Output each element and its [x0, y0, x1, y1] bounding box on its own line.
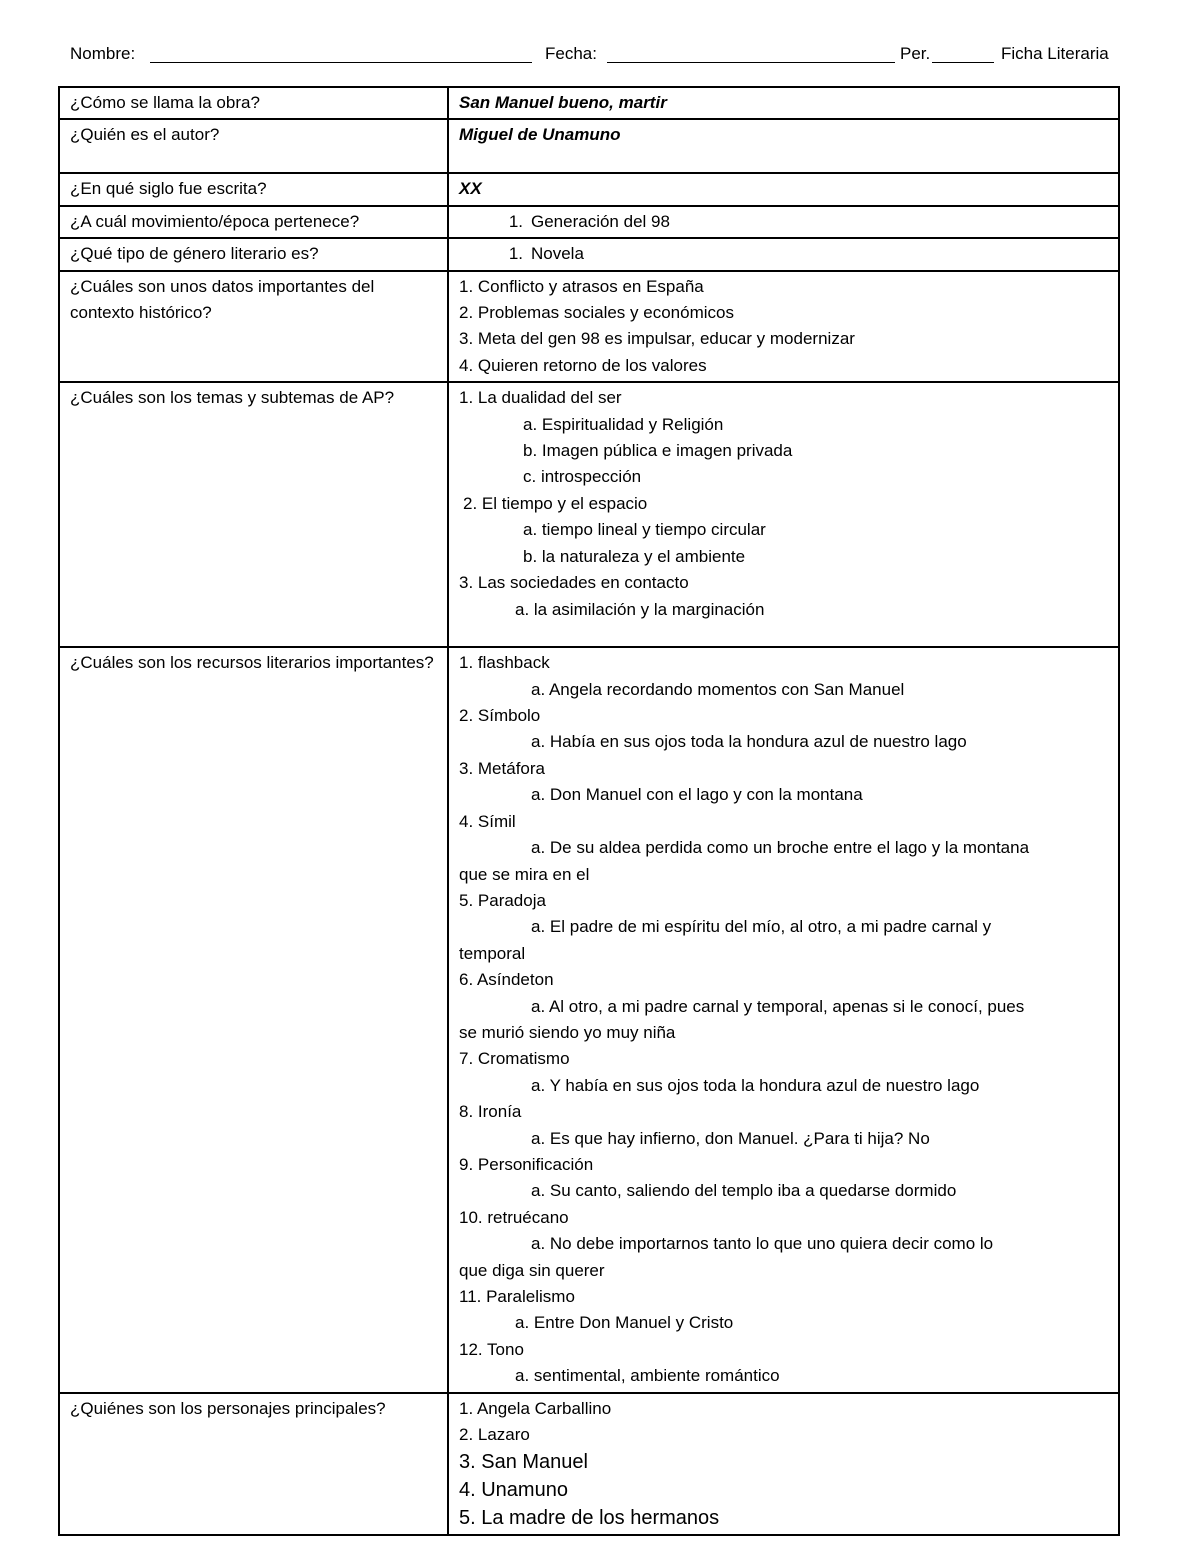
list-item: 5. La madre de los hermanos: [459, 1507, 720, 1530]
nombre-label: Nombre:: [70, 44, 136, 63]
table-row: [59, 271, 1119, 383]
table-row: [59, 119, 1119, 173]
list-item: 2. El tiempo y el espacio: [463, 493, 648, 513]
list-item: 2. Lazaro: [459, 1425, 530, 1445]
question-cell: ¿En qué siglo fue escrita?: [59, 173, 448, 205]
list-number: 1.: [508, 211, 523, 231]
question-cell: ¿Qué tipo de género literario es?: [59, 238, 448, 270]
list-item: 10. retruécano: [459, 1207, 569, 1227]
list-subitem: a. No debe importarnos tanto lo que uno quiera decir como lo: [531, 1234, 994, 1254]
table-row: [59, 382, 1119, 647]
list-item: 2. Problemas sociales y económicos: [459, 303, 734, 323]
list-item: 1. La dualidad del ser: [459, 388, 622, 408]
list-item: 9. Personificación: [459, 1154, 594, 1174]
list-item: 3. Las sociedades en contacto: [459, 573, 689, 593]
question-cell: ¿Cuáles son los temas y subtemas de AP?: [59, 382, 448, 647]
list-subitem: c. introspección: [523, 467, 642, 487]
list-subitem: a. El padre de mi espíritu del mío, al otro, a mi padre carnal y: [531, 917, 992, 937]
table-row: [59, 238, 1119, 270]
list-item: 1. Conflicto y atrasos en España: [459, 276, 704, 296]
list-item: 6. Asíndeton: [459, 970, 554, 990]
list-item: 4. Quieren retorno de los valores: [459, 355, 707, 375]
list-item: 3. Metáfora: [459, 758, 545, 778]
list-subitem: a. la asimilación y la marginación: [515, 599, 765, 619]
list-subitem-continuation: que se mira en el: [459, 864, 590, 884]
answer-cell: Miguel de Unamuno: [448, 119, 1119, 173]
list-subitem: b. Imagen pública e imagen privada: [523, 441, 793, 461]
table-row: [59, 206, 1119, 238]
question-cell: ¿A cuál movimiento/época pertenece?: [59, 206, 448, 238]
answer-cell: [448, 206, 1119, 238]
answer-cell: [448, 647, 1119, 1392]
question-cell: ¿Quiénes son los personajes principales?: [59, 1393, 448, 1536]
list-subitem: a. sentimental, ambiente romántico: [515, 1366, 780, 1386]
table-row: [59, 1393, 1119, 1536]
answer-cell: San Manuel bueno, martir: [448, 87, 1119, 119]
list-number: 1.: [508, 244, 523, 264]
list-item: 4. Unamuno: [459, 1479, 568, 1502]
list-subitem: a. Al otro, a mi padre carnal y temporal, apenas si le conocí, pues: [531, 996, 1025, 1016]
list-item: 1. Angela Carballino: [459, 1398, 612, 1418]
worksheet-header: [70, 44, 1130, 72]
list-subitem: a. tiempo lineal y tiempo circular: [523, 520, 766, 540]
list-item: 2. Símbolo: [459, 706, 541, 726]
list-item: 3. San Manuel: [459, 1451, 588, 1474]
per-label: Per.: [900, 44, 931, 63]
list-item: 3. Meta del gen 98 es impulsar, educar y modernizar: [459, 329, 855, 349]
list-subitem: a. Su canto, saliendo del templo iba a quedarse dormido: [531, 1181, 957, 1201]
worksheet-title: Ficha Literaria: [1001, 44, 1109, 63]
answer-cell: [448, 1393, 1119, 1536]
question-cell: ¿Cuáles son unos datos importantes del contexto histórico?: [59, 271, 448, 383]
list-subitem-continuation: se murió siendo yo muy niña: [459, 1022, 676, 1042]
answer-cell: XX: [448, 173, 1119, 205]
fecha-label: Fecha:: [545, 44, 597, 63]
ficha-table: [58, 86, 1120, 1536]
list-subitem: a. Entre Don Manuel y Cristo: [515, 1313, 734, 1333]
list-subitem: a. Había en sus ojos toda la hondura azul de nuestro lago: [531, 732, 967, 752]
table-row: [59, 173, 1119, 205]
question-cell: ¿Cuáles son los recursos literarios importantes?: [59, 647, 448, 1392]
list-subitem: a. De su aldea perdida como un broche entre el lago y la montana: [531, 838, 1030, 858]
list-subitem: b. la naturaleza y el ambiente: [523, 546, 746, 566]
table-row: [59, 647, 1119, 1392]
list-subitem-continuation: que diga sin querer: [459, 1260, 605, 1280]
answer-text: Generación del 98: [531, 211, 670, 231]
answer-cell: [448, 382, 1119, 647]
answer-cell: [448, 238, 1119, 270]
table-row: [59, 87, 1119, 119]
list-item: 11. Paralelismo: [459, 1287, 575, 1306]
list-item: 1. flashback: [459, 653, 550, 673]
list-item: 8. Ironía: [459, 1102, 522, 1122]
list-subitem: a. Espiritualidad y Religión: [523, 414, 724, 434]
answer-cell: [448, 271, 1119, 383]
list-item: 5. Paradoja: [459, 890, 546, 910]
question-cell: ¿Cómo se llama la obra?: [59, 87, 448, 119]
answer-text: Novela: [531, 244, 584, 264]
list-item: 4. Símil: [459, 811, 516, 831]
list-item: 12. Tono: [459, 1339, 524, 1359]
list-subitem: a. Don Manuel con el lago y con la montana: [531, 785, 863, 805]
question-cell: ¿Quién es el autor?: [59, 119, 448, 173]
list-subitem: a. Angela recordando momentos con San Manuel: [531, 679, 905, 699]
list-item: 7. Cromatismo: [459, 1049, 570, 1069]
list-subitem-continuation: temporal: [459, 943, 526, 963]
list-subitem: a. Es que hay infierno, don Manuel. ¿Para ti hija? No: [531, 1128, 930, 1148]
list-subitem: a. Y había en sus ojos toda la hondura azul de nuestro lago: [531, 1075, 980, 1095]
